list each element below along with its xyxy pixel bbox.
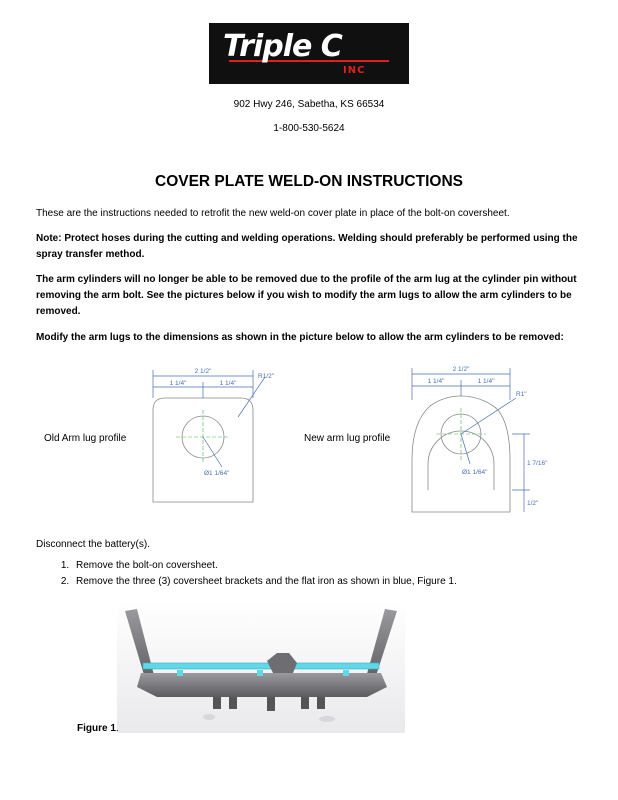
step-2: 2. Remove the three (3) coversheet brackets and the flat iron as shown in blue, Figure 1. xyxy=(72,574,457,590)
new-hole-leader xyxy=(461,434,470,464)
company-phone: 1-800-530-5624 xyxy=(273,123,345,134)
old-radius-leader xyxy=(238,377,265,417)
lug-1 xyxy=(213,697,221,709)
old-dim-right: 1 1/4" xyxy=(219,380,237,387)
instruction-steps xyxy=(36,558,457,590)
modify-paragraph: Modify the arm lugs to the dimensions as shown in the picture below to allow the arm cylinders to be removed: xyxy=(36,332,564,343)
new-hole-label: Ø1 1/64" xyxy=(462,469,488,476)
company-logo xyxy=(209,23,409,84)
old-lug-drawing xyxy=(140,362,280,512)
new-dim-bottom: 1/2" xyxy=(527,500,539,507)
figure-1-caption-suffix: . xyxy=(115,723,119,734)
lug-5 xyxy=(317,697,325,709)
new-lug-label: New arm lug profile xyxy=(304,433,391,444)
disconnect-paragraph: Disconnect the battery(s). xyxy=(36,539,150,550)
flat-iron-highlight xyxy=(143,663,379,669)
lug-4 xyxy=(301,697,309,709)
company-address: 902 Hwy 246, Sabetha, KS 66534 xyxy=(233,99,385,110)
new-lug-drawing xyxy=(400,360,550,520)
old-hole-label: Ø1 1/64" xyxy=(204,470,230,477)
figure-1-caption xyxy=(77,723,119,734)
page-title: COVER PLATE WELD-ON INSTRUCTIONS xyxy=(155,173,463,190)
new-dim-left: 1 1/4" xyxy=(427,378,445,385)
figure-1-image xyxy=(117,601,405,733)
bracket-right xyxy=(343,670,349,676)
intro-paragraph: These are the instructions needed to retrofit the new weld-on cover plate in place of the bolt-on coversheet. xyxy=(36,208,510,219)
lug-3 xyxy=(267,697,275,711)
new-dim-right: 1 1/4" xyxy=(477,378,495,385)
new-dim-height: 1 7/16" xyxy=(527,460,548,467)
bracket-center xyxy=(257,670,263,676)
logo-text: Triple C xyxy=(223,29,342,64)
logo-inc: INC xyxy=(343,65,366,76)
step-1: 1. Remove the bolt-on coversheet. xyxy=(72,558,457,574)
shadow-1 xyxy=(203,714,215,720)
old-hole-leader xyxy=(203,437,222,467)
new-radius-label: R1" xyxy=(516,391,527,398)
new-dim-total: 2 1/2" xyxy=(452,366,470,373)
note-paragraph: Note: Protect hoses during the cutting and welding operations. Welding should preferably be performed using the spray transfer method. xyxy=(36,233,578,260)
old-dim-total: 2 1/2" xyxy=(194,368,212,375)
lug-2 xyxy=(229,697,237,709)
old-lug-label: Old Arm lug profile xyxy=(44,433,127,444)
frame-crossmember xyxy=(137,673,387,697)
figure-1-caption-label: Figure 1 xyxy=(77,723,116,734)
bracket-left xyxy=(177,670,183,676)
old-dim-left: 1 1/4" xyxy=(169,380,187,387)
shadow-2 xyxy=(319,716,335,722)
arm-cylinder-paragraph: The arm cylinders will no longer be able to be removed due to the profile of the arm lug at the cylinder pin without removing the arm bolt. See the pictures below if you wish to modify the arm lugs to allow the arm cylinders to be removed. xyxy=(36,274,577,317)
old-radius-label: R1/2" xyxy=(258,373,275,380)
